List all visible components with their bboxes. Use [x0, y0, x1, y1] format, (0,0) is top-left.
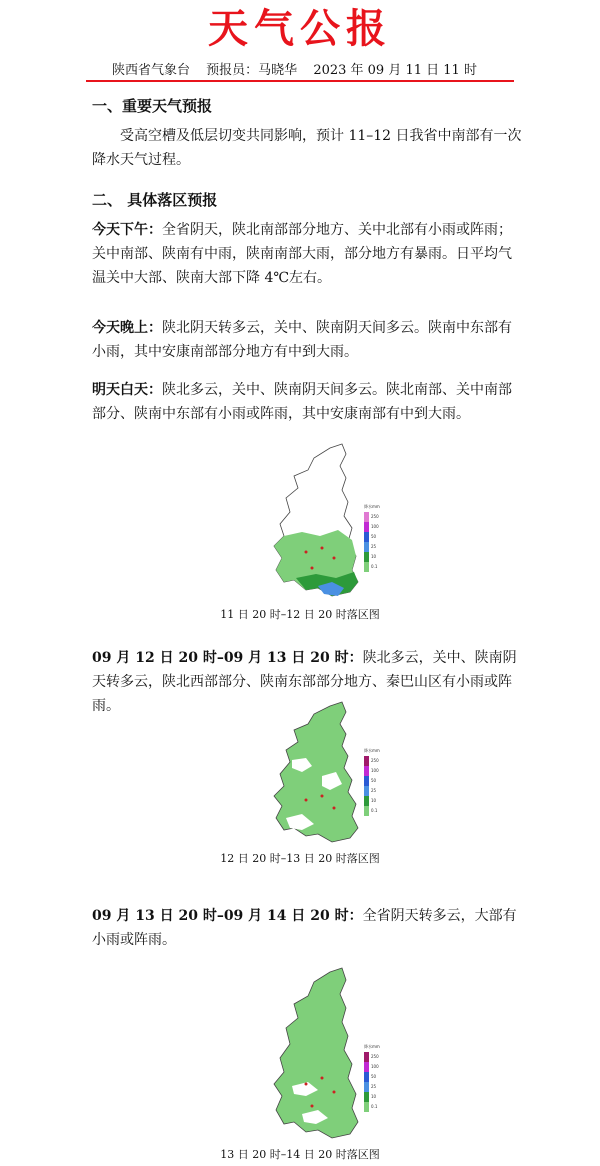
- city-marker: [321, 795, 324, 798]
- city-marker: [305, 1083, 308, 1086]
- block-text: 全省阴天，陕北南部部分地方、关中北部有小雨或阵雨；关中南部、陕南有中雨，陕南南部大雨，部分地方有暴雨。日平均气温关中大部、陕南大部下降 4℃左右。: [92, 222, 512, 286]
- svg-text:25: 25: [371, 544, 377, 549]
- period-text: 陕北多云，关中、陕南阴天转多云，陕北西部部分、陕南东部部分地方、秦巴山区有小雨或阵雨。: [92, 650, 517, 714]
- block-label: 明天白天：: [92, 382, 162, 398]
- block-text: 陕北阴天转多云，关中、陕南阴天间多云。陕南中东部有小雨，其中安康南部部分地方有中到大雨。: [92, 320, 512, 360]
- legend-unit: 降水mm: [364, 748, 380, 753]
- forecast-block-tomorrow: [92, 378, 522, 426]
- city-marker: [333, 1091, 336, 1094]
- city-marker: [305, 799, 308, 802]
- svg-text:50: 50: [371, 778, 377, 783]
- map1-caption: 11 日 20 时–12 日 20 时落区图: [220, 608, 380, 621]
- svg-text:25: 25: [371, 788, 377, 793]
- period-label: 09 月 13 日 20 时–09 月 14 日 20 时：: [92, 908, 363, 924]
- svg-text:50: 50: [371, 1074, 377, 1079]
- section1-text: 受高空槽及低层切变共同影响，预计 11–12 日我省中南部有一次降水天气过程。: [92, 128, 522, 168]
- svg-text:250: 250: [371, 514, 379, 519]
- city-marker: [321, 547, 324, 550]
- period-block-2: [92, 904, 522, 952]
- legend-unit: 降水mm: [364, 1044, 380, 1049]
- svg-text:100: 100: [371, 524, 379, 529]
- period-label: 09 月 12 日 20 时–09 月 13 日 20 时：: [92, 650, 363, 666]
- svg-text:0.1: 0.1: [371, 1104, 378, 1109]
- bulletin-title: 天气公报: [208, 6, 392, 52]
- map-legend: [364, 503, 380, 572]
- svg-text:10: 10: [371, 554, 377, 559]
- svg-text:250: 250: [371, 758, 379, 763]
- svg-text:100: 100: [371, 768, 379, 773]
- period-text: 全省阴天转多云，大部有小雨或阵雨。: [92, 908, 517, 948]
- block-text: 陕北多云，关中、陕南阴天间多云。陕北南部、关中南部部分、陕南中东部有小雨或阵雨，其中安康南部有中到大雨。: [92, 382, 512, 422]
- map-legend: [364, 1043, 380, 1112]
- legend-unit: 降水mm: [364, 504, 380, 509]
- city-marker: [333, 557, 336, 560]
- map3-caption: 13 日 20 时–14 日 20 时落区图: [220, 1148, 380, 1161]
- svg-text:250: 250: [371, 1054, 379, 1059]
- city-marker: [311, 1105, 314, 1108]
- block-label: 今天下午：: [92, 222, 162, 238]
- rain-map-icon: [262, 440, 392, 605]
- svg-text:100: 100: [371, 1064, 379, 1069]
- svg-text:10: 10: [371, 798, 377, 803]
- city-marker: [321, 1077, 324, 1080]
- city-marker: [333, 807, 336, 810]
- city-marker: [311, 567, 314, 570]
- svg-text:50: 50: [371, 534, 377, 539]
- map-legend: [364, 747, 380, 816]
- forecaster-name: 预报员：马晓华: [206, 63, 298, 78]
- section2-heading: 二、 具体落区预报: [92, 191, 218, 209]
- bulletin-meta: [112, 62, 512, 80]
- svg-text:0.1: 0.1: [371, 564, 378, 569]
- province-outline: [274, 702, 358, 842]
- header-rule: [86, 80, 514, 82]
- section1-heading: 一、重要天气预报: [92, 97, 213, 115]
- block-label: 今天晚上：: [92, 320, 162, 336]
- city-marker: [305, 551, 308, 554]
- agency-name: 陕西省气象台: [112, 63, 191, 78]
- rain-map-icon: [262, 700, 392, 850]
- svg-text:10: 10: [371, 1094, 377, 1099]
- svg-text:0.1: 0.1: [371, 808, 378, 813]
- map2-caption: 12 日 20 时–13 日 20 时落区图: [220, 852, 380, 865]
- rain-map-icon: [262, 966, 392, 1146]
- svg-text:25: 25: [371, 1084, 377, 1089]
- issue-datetime: 2023 年 09 月 11 日 11 时: [313, 63, 477, 78]
- forecast-block-afternoon: [92, 218, 522, 290]
- forecast-block-tonight: [92, 316, 522, 364]
